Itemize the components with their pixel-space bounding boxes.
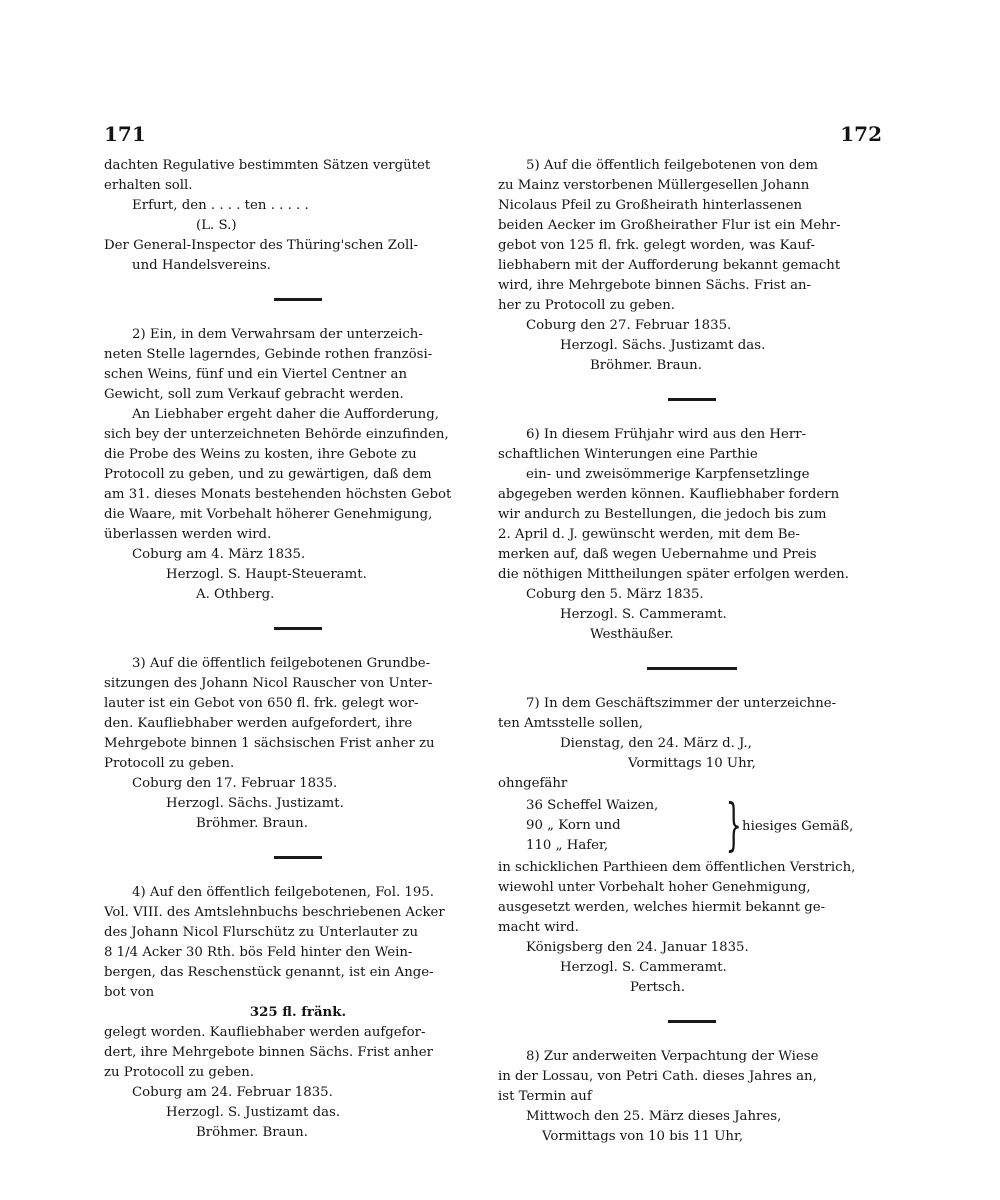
notice-signature: Bröhmer. Braun. <box>590 358 702 373</box>
text-line: merken auf, daß wegen Uebernahme und Preis <box>498 547 817 562</box>
lease-day: Mittwoch den 25. März dieses Jahres, <box>526 1109 782 1124</box>
authority-line: und Handelsvereins. <box>132 258 271 273</box>
notice-date: Coburg den 27. Februar 1835. <box>526 318 732 333</box>
text-line: An Liebhaber ergeht daher die Aufforderung, <box>132 407 439 422</box>
text-line: den. Kaufliebhaber werden aufgefordert, ihre <box>104 716 413 731</box>
text-line: neten Stelle lagerndes, Gebinde rothen französi- <box>104 347 433 362</box>
text-line: wiewohl unter Vorbehalt hoher Genehmigung, <box>498 880 811 895</box>
text-line: in schicklichen Parthieen dem öffentlichen Verstrich, <box>498 860 856 875</box>
text-line: Protocoll zu geben. <box>104 756 235 771</box>
text-line: schaftlichen Winterungen eine Parthie <box>498 447 758 462</box>
lease-time: Vormittags von 10 bis 11 Uhr, <box>542 1129 744 1144</box>
text-line: 2. April d. J. gewünscht werden, mit dem Be- <box>498 527 800 542</box>
text-line: 5) Auf die öffentlich feilgebotenen von dem <box>526 158 818 173</box>
text-line: 8) Zur anderweiten Verpachtung der Wiese <box>526 1049 819 1064</box>
text-line: ein- und zweisömmerige Karpfensetzlinge <box>526 467 810 482</box>
text-line: wird, ihre Mehrgebote binnen Sächs. Frist an- <box>498 278 812 293</box>
text-line: sich bey der unterzeichneten Behörde einzufinden, <box>104 427 449 442</box>
notice-signature: Bröhmer. Braun. <box>196 1125 308 1140</box>
grain-item: 110 „ Hafer, <box>526 838 609 853</box>
text-line: bot von <box>104 985 155 1000</box>
text-line: Gewicht, soll zum Verkauf gebracht werden. <box>104 387 404 402</box>
separator <box>274 627 322 630</box>
text-line: her zu Protocoll zu geben. <box>498 298 676 313</box>
text-line: ist Termin auf <box>498 1089 592 1104</box>
text-line: ausgesetzt werden, welches hiermit bekannt ge- <box>498 900 826 915</box>
text-line: liebhabern mit der Aufforderung bekannt gemacht <box>498 258 841 273</box>
notice-office: Herzogl. S. Cammeramt. <box>560 607 727 622</box>
intro-line: erhalten soll. <box>104 178 193 193</box>
notice-office: Herzogl. S. Haupt-Steueramt. <box>166 567 367 582</box>
text-line: zu Protocoll zu geben. <box>104 1065 254 1080</box>
separator <box>668 398 716 401</box>
notice-office: Herzogl. Sächs. Justizamt. <box>166 796 344 811</box>
place-date: Erfurt, den . . . . ten . . . . . <box>132 198 309 213</box>
text-line: Protocoll zu geben, und zu gewärtigen, daß dem <box>104 467 432 482</box>
text-line: gebot von 125 fl. frk. gelegt worden, was Kauf- <box>498 238 815 253</box>
page-number-left: 171 <box>104 122 146 146</box>
text-line: 7) In dem Geschäftszimmer der unterzeichne- <box>526 696 837 711</box>
text-line: Nicolaus Pfeil zu Großheirath hinterlassenen <box>498 198 803 213</box>
separator <box>647 667 737 670</box>
notice-4 <box>104 883 492 1143</box>
text-line: 3) Auf die öffentlich feilgebotenen Grundbe- <box>132 656 431 671</box>
text-line: die Probe des Weins zu kosten, ihre Gebote zu <box>104 447 417 462</box>
notice-office: Herzogl. S. Justizamt das. <box>166 1105 341 1120</box>
text-line: Vol. VIII. des Amtslehnbuchs beschriebenen Acker <box>104 905 445 920</box>
notice-signature: Bröhmer. Braun. <box>196 816 308 831</box>
notice-signature: A. Othberg. <box>196 587 275 602</box>
notice-date: Coburg den 17. Februar 1835. <box>132 776 338 791</box>
measure-note: hiesiges Gemäß, <box>742 819 854 834</box>
text-line: 2) Ein, in dem Verwahrsam der unterzeich- <box>132 327 423 342</box>
separator <box>274 856 322 859</box>
text-line: bergen, das Reschenstück genannt, ist ein Ange- <box>104 965 434 980</box>
text-line: sitzungen des Johann Nicol Rauscher von Unter- <box>104 676 433 691</box>
notice-date: Coburg den 5. März 1835. <box>526 587 704 602</box>
notice-8 <box>498 1047 886 1147</box>
text-line: gelegt worden. Kaufliebhaber werden aufgefor- <box>104 1025 426 1040</box>
notice-5 <box>498 156 886 376</box>
separator <box>668 1020 716 1023</box>
notice-date: Coburg am 4. März 1835. <box>132 547 306 562</box>
text-line: die Waare, mit Vorbehalt höherer Genehmigung, <box>104 507 433 522</box>
notice-office: Herzogl. Sächs. Justizamt das. <box>560 338 766 353</box>
text-line: dert, ihre Mehrgebote binnen Sächs. Frist anher <box>104 1045 433 1060</box>
grain-item: 90 „ Korn und <box>526 818 621 833</box>
notice-2 <box>104 325 492 605</box>
page-number-right: 172 <box>840 122 882 146</box>
right-column <box>498 156 886 1147</box>
notice-office: Herzogl. S. Cammeramt. <box>560 960 727 975</box>
seal: (L. S.) <box>196 218 237 233</box>
auction-day: Dienstag, den 24. März d. J., <box>560 736 752 751</box>
text-line: ohngefähr <box>498 776 568 791</box>
text-line: abgegeben werden können. Kaufliebhaber fordern <box>498 487 840 502</box>
authority-line: Der General-Inspector des Thüring'schen Zoll- <box>104 238 418 253</box>
notice-signature: Pertsch. <box>630 980 685 995</box>
notice-6 <box>498 425 886 645</box>
text-line: die nöthigen Mittheilungen später erfolgen werden. <box>498 567 849 582</box>
text-line: am 31. dieses Monats bestehenden höchsten Gebot <box>104 487 452 502</box>
text-line: lauter ist ein Gebot von 650 fl. frk. gelegt wor- <box>104 696 419 711</box>
text-line: 4) Auf den öffentlich feilgebotenen, Fol. 195. <box>132 885 435 900</box>
notice-date: Königsberg den 24. Januar 1835. <box>526 940 749 955</box>
bid-amount: 325 fl. fränk. <box>249 1005 347 1020</box>
text-line: beiden Aecker im Großheirather Flur ist ein Mehr- <box>498 218 841 233</box>
grain-list <box>498 793 886 858</box>
text-line: in der Lossau, von Petri Cath. dieses Jahres an, <box>498 1069 817 1084</box>
text-line: 6) In diesem Frühjahr wird aus den Herr- <box>526 427 807 442</box>
intro-line: dachten Regulative bestimmten Sätzen vergütet <box>104 158 431 173</box>
notice-signature: Westhäußer. <box>590 627 674 642</box>
left-column <box>104 156 492 1143</box>
grain-item: 36 Scheffel Waizen, <box>526 798 659 813</box>
text-line: zu Mainz verstorbenen Müllergesellen Johann <box>498 178 810 193</box>
separator <box>274 298 322 301</box>
notice-date: Coburg am 24. Februar 1835. <box>132 1085 333 1100</box>
text-line: des Johann Nicol Flurschütz zu Unterlauter zu <box>104 925 419 940</box>
auction-time: Vormittags 10 Uhr, <box>628 756 756 771</box>
text-line: wir andurch zu Bestellungen, die jedoch bis zum <box>498 507 827 522</box>
brace-glyph: } <box>725 793 742 858</box>
text-line: 8 1/4 Acker 30 Rth. bös Feld hinter den Wein- <box>104 945 413 960</box>
text-line: überlassen werden wird. <box>104 527 272 542</box>
notice-3 <box>104 654 492 834</box>
text-line: ten Amtsstelle sollen, <box>498 716 644 731</box>
text-line: Mehrgebote binnen 1 sächsischen Frist anher zu <box>104 736 435 751</box>
notice-7 <box>498 694 886 998</box>
text-line: macht wird. <box>498 920 579 935</box>
text-line: schen Weins, fünf und ein Viertel Centner an <box>104 367 408 382</box>
